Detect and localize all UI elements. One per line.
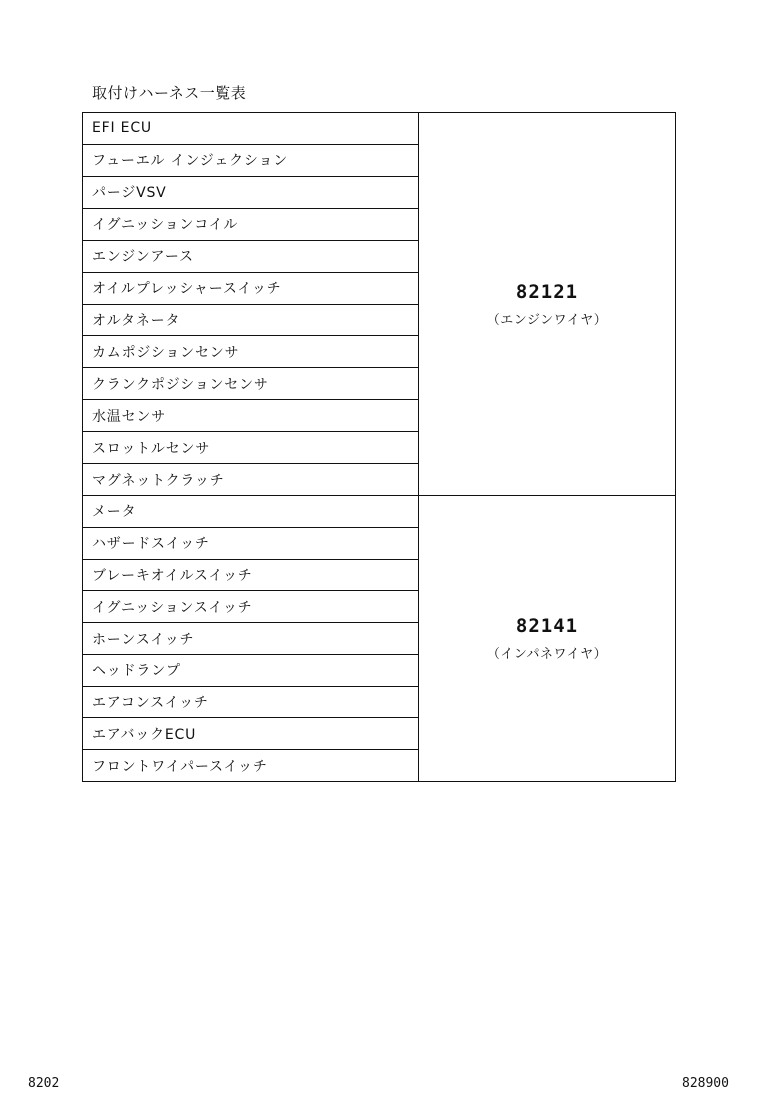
component-row: イグニッションコイル bbox=[83, 209, 418, 241]
component-row: スロットルセンサ bbox=[83, 432, 418, 464]
component-row: パージVSV bbox=[83, 177, 418, 209]
component-row: メータ bbox=[83, 496, 418, 528]
component-row: カムポジションセンサ bbox=[83, 336, 418, 368]
component-row: マグネットクラッチ bbox=[92, 472, 225, 489]
component-row: オイルプレッシャースイッチ bbox=[83, 273, 418, 305]
part-name: （エンジンワイヤ） bbox=[486, 312, 608, 328]
component-row: ホーンスイッチ bbox=[83, 623, 418, 655]
component-list bbox=[83, 113, 419, 495]
part-number: 82141 bbox=[515, 615, 579, 637]
component-row: ヘッドランプ bbox=[83, 655, 418, 687]
part-name: （インパネワイヤ） bbox=[486, 647, 608, 662]
component-row: クランクポジションセンサ bbox=[83, 368, 418, 400]
component-row: ハザードスイッチ bbox=[83, 528, 418, 560]
component-row: ブレーキオイルスイッチ bbox=[83, 560, 418, 592]
page-code-left: 8202 bbox=[28, 1076, 60, 1091]
harness-group-engine-wire bbox=[83, 113, 675, 496]
component-row: フロントワイパースイッチ bbox=[92, 758, 268, 775]
harness-table bbox=[82, 112, 676, 782]
component-row: エンジンアース bbox=[83, 241, 418, 273]
component-row: オルタネータ bbox=[83, 305, 418, 337]
part-number: 82121 bbox=[515, 280, 579, 303]
harness-group-instrument-panel-wire bbox=[83, 496, 675, 781]
part-number-cell bbox=[419, 496, 675, 781]
component-row: 水温センサ bbox=[83, 400, 418, 432]
page-code-right: 828900 bbox=[682, 1076, 729, 1091]
document-title: 取付けハーネス一覧表 bbox=[92, 84, 247, 102]
component-list bbox=[83, 496, 419, 781]
component-row: EFI ECU bbox=[83, 113, 418, 145]
part-number-cell bbox=[419, 113, 675, 495]
component-row: エアコンスイッチ bbox=[83, 687, 418, 719]
component-row: フューエル インジェクション bbox=[83, 145, 418, 177]
component-row: エアバックECU bbox=[83, 718, 418, 750]
component-row: イグニッションスイッチ bbox=[83, 591, 418, 623]
